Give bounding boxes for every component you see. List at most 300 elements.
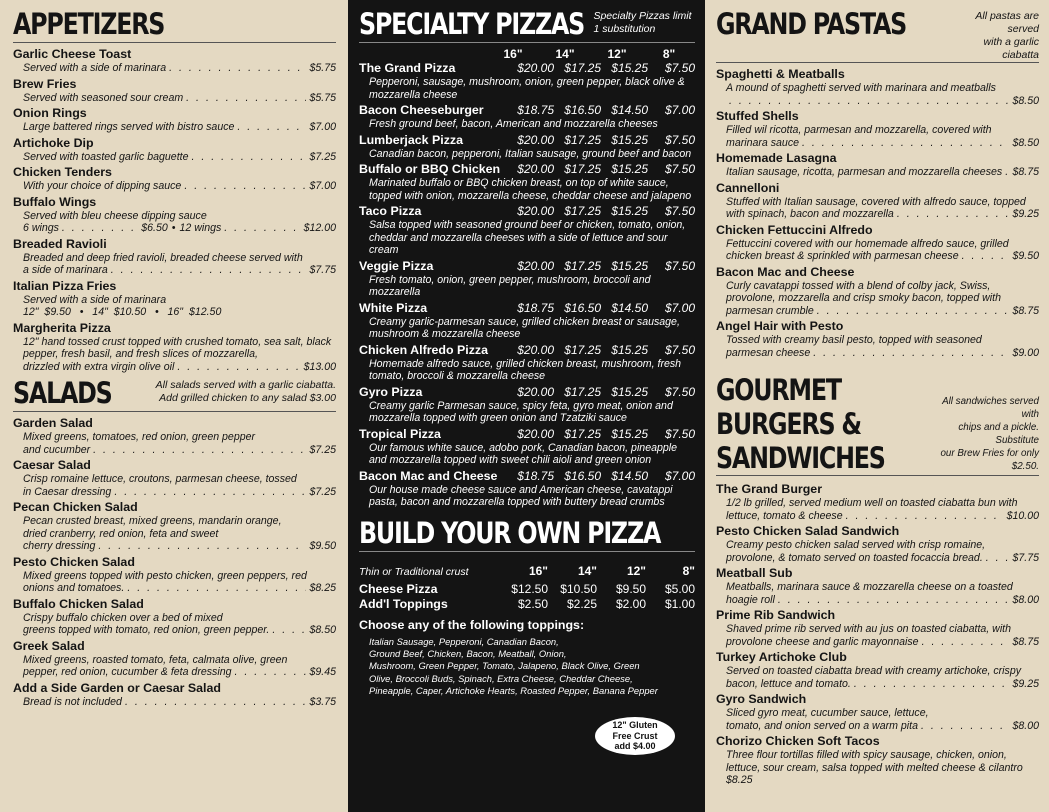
pasta-item (716, 151, 1039, 179)
item-name: Margherita Pizza (13, 320, 111, 335)
item-name: Gyro Sandwich (716, 692, 807, 706)
item-line (716, 95, 1039, 108)
leader-dots (921, 720, 1010, 733)
toppings-line: Olive, Broccoli Buds, Spinach, Extra Cheese, Cheddar Cheese, (369, 672, 633, 684)
item-name: Angel Hair with Pesto (716, 319, 844, 333)
item-price: $18.75 (517, 103, 554, 117)
item-name: Brew Fries (13, 76, 77, 91)
item-price: $13.00 (303, 360, 336, 373)
toppings-line: Pineapple, Caper, Artichoke Hearts, Roasted Pepper, Banana Pepper (369, 685, 658, 697)
item-desc: Fresh ground beef, bacon, American and mozzarella cheeses (369, 118, 658, 130)
pizza-prices (502, 301, 695, 315)
item-price: $7.50 (664, 132, 695, 147)
leader-dots (237, 121, 306, 134)
item-desc-2: parmesan cheese (726, 346, 811, 359)
item-name: Tropical Pizza (359, 426, 441, 441)
appetizers-header (13, 6, 336, 43)
item-price: $12.50 (511, 581, 548, 596)
item-price: $17.25 (564, 426, 601, 441)
item-price: $16.50 (564, 300, 601, 315)
item-desc-2: hoagie roll (726, 593, 775, 606)
item-price: $17.25 (564, 258, 601, 273)
burgers-note-line: chips and a pickle. Substitute (958, 422, 1039, 446)
salad-item (13, 500, 336, 553)
burger-item (716, 524, 1039, 564)
salad-item (13, 597, 336, 637)
item-desc: Crisp romaine lettuce, croutons, parmesan cheese, tossed (23, 473, 297, 485)
burger-item (716, 482, 1039, 522)
wings-6-price: $6.50 (141, 222, 168, 234)
gluten-free-badge (595, 717, 675, 755)
pizzas-header (359, 6, 695, 43)
item-desc: With your choice of dipping sauce (23, 180, 182, 192)
item-desc: Breaded and deep fried ravioli, breaded cheese served with (23, 251, 303, 264)
appetizer-item (13, 47, 336, 75)
leader-dots (127, 582, 306, 595)
item-line (13, 624, 336, 637)
salads-note (156, 375, 336, 405)
item-line (716, 552, 1039, 565)
item-desc: Marinated buffalo or BBQ chicken breast, on top of white sauce, topped with onion, mozzarella cheese, cheddar cheese and jalapeno (369, 177, 692, 202)
item-price: $8.50 (1012, 136, 1039, 149)
item-price: $17.25 (564, 132, 601, 147)
item-name: Add a Side Garden or Caesar Salad (13, 680, 221, 695)
item-desc-2: Bread is not included (23, 695, 122, 708)
pizzas-note (593, 6, 695, 36)
item-line (13, 444, 336, 457)
item-price: $14.50 (611, 468, 648, 483)
size-label: 8" (682, 563, 695, 578)
pizza-row (359, 204, 695, 219)
pizzas-note-line: 1 substitution (593, 23, 656, 35)
item-desc: Crispy buffalo chicken over a bed of mixed (23, 611, 223, 624)
pizza-size-header (359, 47, 695, 61)
toppings-line: Italian Sausage, Pepperoni, Canadian Bacon, (369, 635, 559, 647)
burgers-note-line: our Brew Fries for only $2.50. (940, 448, 1039, 472)
item-name: Prime Rib Sandwich (716, 608, 836, 622)
item-price: $7.50 (664, 204, 695, 218)
leader-dots (802, 137, 1009, 150)
item-price: $7.50 (664, 61, 695, 75)
item-desc: Creamy pesto chicken salad served with crisp romaine, (726, 539, 986, 551)
item-desc-2: provolone cheese and garlic mayonnaise (726, 635, 919, 648)
leader-dots (224, 222, 300, 235)
byo-sizes (499, 556, 695, 578)
item-price: $15.25 (611, 258, 648, 273)
crust-label: Thin or Traditional crust (359, 565, 469, 578)
pizza-row (359, 61, 695, 76)
item-price: $20.00 (517, 204, 554, 218)
item-name: Bacon Cheeseburger (359, 103, 484, 117)
item-price: $20.00 (517, 61, 554, 75)
item-desc: Mixed greens, tomatoes, red onion, green pepper (23, 431, 256, 443)
pizza-item (359, 133, 695, 161)
pizza-item (359, 343, 695, 383)
pizza-row (359, 133, 695, 148)
byo-title: BUILD YOUR OWN PIZZA (359, 515, 661, 550)
pastas-title: GRAND PASTAS (716, 7, 907, 41)
leader-dots (191, 151, 306, 164)
item-price: $15.25 (611, 61, 648, 75)
item-price: $8.00 (1012, 719, 1039, 732)
item-price: $9.50 (1012, 250, 1039, 262)
size-label: 14" (577, 563, 597, 578)
item-line (716, 636, 1039, 649)
pizza-row (359, 385, 695, 400)
item-name: Italian Pizza Fries (13, 278, 117, 293)
item-desc: Large battered rings served with bistro sauce (23, 121, 235, 133)
pasta-item (716, 181, 1039, 221)
item-name: Buffalo Wings (13, 194, 97, 209)
item-price: $20.00 (517, 132, 554, 147)
item-price: $20.00 (517, 426, 554, 441)
pizza-item (359, 385, 695, 425)
item-desc-2: pepper, red onion, cucumber & feta dressing (23, 666, 232, 678)
item-price: $15.25 (611, 384, 648, 399)
item-name: Chicken Fettuccini Alfredo (716, 222, 873, 237)
item-desc-2: onions and tomatoes. (23, 582, 125, 594)
pastas-header (716, 6, 1039, 63)
item-desc: Sliced gyro meat, cucumber sauce, lettuce, (726, 707, 929, 719)
item-desc: Our famous white sauce, adobo pork, Canadian bacon, pineapple and mozzarella topped with sweet chili aioli and green onion (369, 441, 678, 466)
item-price: $8.75 (1012, 635, 1039, 648)
item-name: Buffalo or BBQ Chicken (359, 162, 501, 176)
item-desc: A mound of spaghetti served with marinara and meatballs (726, 82, 996, 94)
item-name: Turkey Artichoke Club (716, 650, 847, 664)
item-price: $7.75 (309, 264, 336, 276)
pizza-item (359, 61, 695, 101)
burgers-note-line: All sandwiches served with (942, 396, 1039, 420)
pastas-note-line: with a garlic ciabatta (983, 36, 1039, 61)
item-line (716, 208, 1039, 221)
item-price: $7.00 (309, 121, 336, 133)
item-price: $17.25 (564, 162, 601, 176)
item-price: $7.25 (309, 150, 336, 163)
item-name: Lumberjack Pizza (359, 132, 463, 147)
pizza-item (359, 469, 695, 509)
item-name: Greek Salad (13, 638, 85, 653)
item-desc-2: greens topped with tomato, red onion, green pepper. (23, 624, 270, 636)
leader-dots (729, 95, 1009, 108)
item-desc: Creamy garlic-parmesan sauce, grilled chicken breast or sausage, mushroom & mozzarella cheese (369, 315, 680, 340)
pizza-row (359, 301, 695, 316)
item-price: $3.75 (309, 695, 336, 708)
leader-dots (125, 696, 307, 709)
item-price: $9.50 (309, 540, 336, 552)
item-desc: Mixed greens, roasted tomato, feta, calmata olive, green (23, 653, 288, 666)
appetizer-item (13, 195, 336, 235)
item-price: $15.25 (611, 162, 648, 176)
leader-dots (846, 510, 1004, 523)
item-name: Chicken Alfredo Pizza (359, 342, 488, 357)
leader-dots (184, 180, 306, 193)
item-desc: Pepperoni, sausage, mushroom, onion, green pepper, black olive & mozzarella cheese (369, 76, 685, 101)
item-price: $14.50 (611, 300, 648, 315)
toppings-line: Ground Beef, Chicken, Bacon, Meatball, Onion, (369, 647, 567, 659)
pizza-row (359, 103, 695, 118)
pizza-item (359, 204, 695, 257)
item-line (716, 166, 1039, 179)
item-line (716, 594, 1039, 607)
leader-dots (186, 92, 306, 105)
item-price: $9.25 (1012, 677, 1039, 690)
cheese-pizza-row (359, 582, 695, 597)
item-name: The Grand Pizza (359, 61, 456, 75)
item-desc: Three flour tortillas filled with spicy sausage, chicken, onion, lettuce, sour cream, salsa topped with melted cheese & cilantro (726, 749, 1023, 774)
gluten-line: Free Crust (612, 730, 658, 741)
item-name: Chorizo Chicken Soft Tacos (716, 734, 880, 748)
item-desc-2: tomato, and onion served on a warm pita (726, 719, 918, 732)
item-name: The Grand Burger (716, 482, 823, 496)
item-price: $8.50 (309, 624, 336, 636)
toppings-row (359, 597, 695, 612)
item-price: $15.25 (611, 204, 648, 218)
item-price: $2.50 (517, 596, 548, 611)
item-desc: Mixed greens topped with pesto chicken, green peppers, red (23, 569, 307, 582)
size-label: 12" (607, 47, 627, 61)
item-line (13, 62, 336, 75)
item-line (13, 582, 336, 595)
item-price: $8.25 (726, 774, 753, 786)
pizza-prices (502, 162, 695, 176)
burger-item (716, 650, 1039, 690)
item-price: $8.50 (1012, 94, 1039, 107)
item-price: $7.25 (309, 443, 336, 456)
byo-prices (499, 597, 695, 611)
burger-list (716, 482, 1039, 732)
item-line (13, 486, 336, 499)
wings-12-label: 12 wings (179, 222, 222, 234)
middle-column (348, 0, 705, 812)
item-price: $17.25 (564, 61, 601, 75)
pizza-prices (502, 259, 695, 273)
salads-header (13, 375, 336, 412)
pastas-note (948, 6, 1039, 62)
toppings-list (359, 636, 695, 698)
leader-dots (93, 444, 306, 457)
item-desc: Stuffed with Italian sausage, covered with alfredo sauce, topped (726, 195, 1026, 208)
item-price: $7.25 (309, 485, 336, 498)
leader-dots (111, 264, 307, 277)
item-desc-2: cherry dressing (23, 540, 96, 552)
separator-dot: • (171, 222, 176, 234)
item-price: $9.00 (1012, 346, 1039, 359)
item-price: $15.25 (611, 342, 648, 357)
item-name: Onion Rings (13, 106, 87, 120)
size-label: 8" (662, 47, 676, 61)
item-price: $8.75 (1012, 304, 1039, 317)
appetizer-item (13, 321, 336, 374)
pizza-prices (502, 469, 695, 483)
item-desc: Our house made cheese sauce and American cheese, cavatappi pasta, bacon and mozzarella topped with buttery bread crumbs (369, 483, 673, 508)
size-label: 12" (626, 563, 646, 578)
pizza-prices (502, 61, 695, 75)
item-desc: 12" hand tossed crust topped with crushed tomato, sea salt, black pepper, fresh basil, and fresh slices of mozzarella, (23, 335, 332, 360)
item-desc: Served with a side of marinara (23, 62, 167, 74)
leader-dots (986, 552, 1010, 565)
item-desc-2: provolone, & tomato served on toasted focaccia bread. (726, 551, 983, 564)
item-line (716, 510, 1039, 523)
item-price: $5.75 (309, 91, 336, 104)
item-price: $20.00 (517, 258, 554, 273)
pizza-list (359, 61, 695, 509)
pizza-prices (502, 427, 695, 441)
item-name: White Pizza (359, 300, 428, 315)
item-name: Garden Salad (13, 416, 93, 430)
item-line (13, 222, 336, 235)
pizza-row (359, 427, 695, 442)
item-line (13, 264, 336, 277)
pizza-item (359, 427, 695, 467)
item-desc: Curly cavatappi tossed with a blend of colby jack, Swiss, provolone, mozzarella and crisp smoky bacon, topped with (726, 279, 1001, 304)
appetizer-item (13, 237, 336, 277)
burgers-title: GOURMET BURGERS & SANDWICHES (716, 373, 885, 475)
salad-item (13, 639, 336, 679)
item-name: Cheese Pizza (359, 581, 438, 596)
pizza-prices (502, 385, 695, 399)
item-price: $2.25 (566, 596, 597, 611)
item-price: $7.00 (664, 468, 695, 483)
byo-header (359, 515, 695, 552)
item-name: Garlic Cheese Toast (13, 47, 132, 61)
item-desc: Fresh tomato, onion, green pepper, mushroom, broccoli and mozzarella (369, 273, 651, 298)
item-price: $14.50 (611, 103, 648, 117)
item-line (716, 137, 1039, 150)
item-name: Meatball Sub (716, 566, 793, 580)
item-desc: Served on toasted ciabatta bread with creamy artichoke, crispy (726, 665, 1022, 677)
item-price: $20.00 (517, 162, 554, 176)
item-line (716, 347, 1039, 360)
leader-dots (98, 540, 306, 553)
item-desc-2: Italian sausage, ricotta, parmesan and mozzarella cheeses (726, 166, 1003, 178)
item-desc: Creamy garlic Parmesan sauce, spicy feta, gyro meat, onion and mozzarella topped with green onion and Tzatziki sauce (369, 399, 673, 424)
item-price: $2.00 (615, 596, 646, 611)
leader-dots (114, 486, 306, 499)
pasta-item (716, 223, 1039, 263)
item-desc: Served with bleu cheese dipping sauce (23, 209, 207, 222)
burger-item (716, 692, 1039, 732)
appetizer-item (13, 165, 336, 193)
item-price: $7.00 (664, 300, 695, 315)
item-name: Chicken Tenders (13, 165, 112, 179)
fries-sizes: 12" $9.50 • 14" $10.50 • 16" $12.50 (23, 306, 222, 318)
item-desc: 1/2 lb grilled, served medium well on toasted ciabatta bun with (726, 497, 1018, 509)
item-price: $20.00 (517, 384, 554, 399)
pizza-prices (502, 133, 695, 147)
item-name: Bacon Mac and Cheese (716, 264, 855, 279)
left-column (0, 0, 348, 812)
item-name: Bacon Mac and Cheese (359, 468, 498, 483)
item-line (716, 678, 1039, 691)
pizza-row (359, 343, 695, 358)
salads-title: SALADS (13, 376, 112, 410)
pasta-item (716, 67, 1039, 107)
item-name: Homemade Lasagna (716, 151, 837, 165)
item-desc: Salsa topped with seasoned ground beef or chicken, tomato, onion, cheddar and mozzarella cheeses with a side of lettuce and sour cream (369, 219, 686, 256)
item-desc: Served with seasoned sour cream (23, 91, 184, 104)
burger-item (716, 608, 1039, 648)
item-desc-2: marinara sauce (726, 136, 800, 149)
item-line (716, 250, 1039, 263)
pasta-item (716, 265, 1039, 318)
item-name: Cannelloni (716, 180, 780, 195)
item-line (13, 361, 336, 374)
item-name: Taco Pizza (359, 204, 422, 218)
item-price: $5.75 (309, 62, 336, 74)
item-price: $7.50 (664, 162, 695, 176)
item-desc-2: lettuce, tomato & cheese (726, 509, 843, 522)
leader-dots (177, 361, 300, 374)
pizza-row (359, 162, 695, 177)
leader-dots (817, 305, 1010, 318)
item-name: Buffalo Chicken Salad (13, 596, 144, 611)
pizzas-note-line: Specialty Pizzas limit (593, 10, 692, 22)
item-desc-2: drizzled with extra virgin olive oil (23, 360, 175, 373)
item-desc: Served with toasted garlic baguette (23, 150, 189, 163)
right-column (705, 0, 1049, 812)
wings-12-price: $12.00 (303, 222, 336, 234)
item-desc: Homemade alfredo sauce, grilled chicken breast, mushroom, fresh tomato, broccoli & mozzarella cheese (369, 357, 682, 382)
appetizer-item (13, 106, 336, 134)
item-desc: Pecan crusted breast, mixed greens, mandarin orange, dried cranberry, red onion, feta and sweet (23, 515, 282, 540)
burger-item (716, 734, 1039, 787)
item-name: Artichoke Dip (13, 135, 94, 150)
appetizer-item (13, 77, 336, 105)
item-name: Add'l Toppings (359, 596, 448, 611)
item-price: $9.25 (1012, 208, 1039, 220)
leader-dots (854, 678, 1010, 691)
item-name: Pecan Chicken Salad (13, 500, 138, 514)
leader-dots (922, 636, 1010, 649)
burgers-note (932, 373, 1039, 473)
leader-dots (1005, 166, 1009, 179)
item-line (716, 305, 1039, 318)
pasta-list (716, 67, 1039, 359)
choose-toppings-label: Choose any of the following toppings: (359, 617, 585, 632)
item-line (13, 180, 336, 193)
pizza-prices (502, 204, 695, 218)
item-line (716, 720, 1039, 733)
item-price: $17.25 (564, 342, 601, 357)
item-line (13, 151, 336, 164)
item-desc-2: with spinach, bacon and mozzarella (726, 208, 894, 220)
byo-size-row (359, 556, 695, 578)
pizza-row (359, 469, 695, 484)
item-desc: Fettuccini covered with our homemade alfredo sauce, grilled (726, 237, 1009, 250)
item-price: $9.50 (615, 581, 646, 596)
item-price: $16.50 (564, 103, 601, 117)
item-price: $7.50 (664, 384, 695, 399)
item-price: $17.25 (564, 204, 601, 218)
item-price: $7.50 (664, 426, 695, 441)
item-price: $17.25 (564, 384, 601, 399)
item-desc: Filled wil ricotta, parmesan and mozzarella, covered with (726, 124, 992, 136)
item-line (13, 121, 336, 134)
item-line (13, 696, 336, 709)
item-desc: Canadian bacon, pepperoni, Italian sausage, ground beef and bacon (369, 147, 692, 160)
item-price: $7.00 (664, 103, 695, 117)
pizza-item (359, 162, 695, 202)
pizza-item (359, 301, 695, 341)
pizza-prices (502, 103, 695, 117)
item-desc: Meatballs, marinara sauce & mozzarella cheese on a toasted (726, 581, 1013, 593)
salad-item (13, 416, 336, 456)
item-price: $10.50 (560, 581, 597, 596)
salad-item (13, 458, 336, 498)
leader-dots (813, 347, 1009, 360)
item-name: Stuffed Shells (716, 109, 799, 123)
item-price: $7.00 (309, 180, 336, 192)
